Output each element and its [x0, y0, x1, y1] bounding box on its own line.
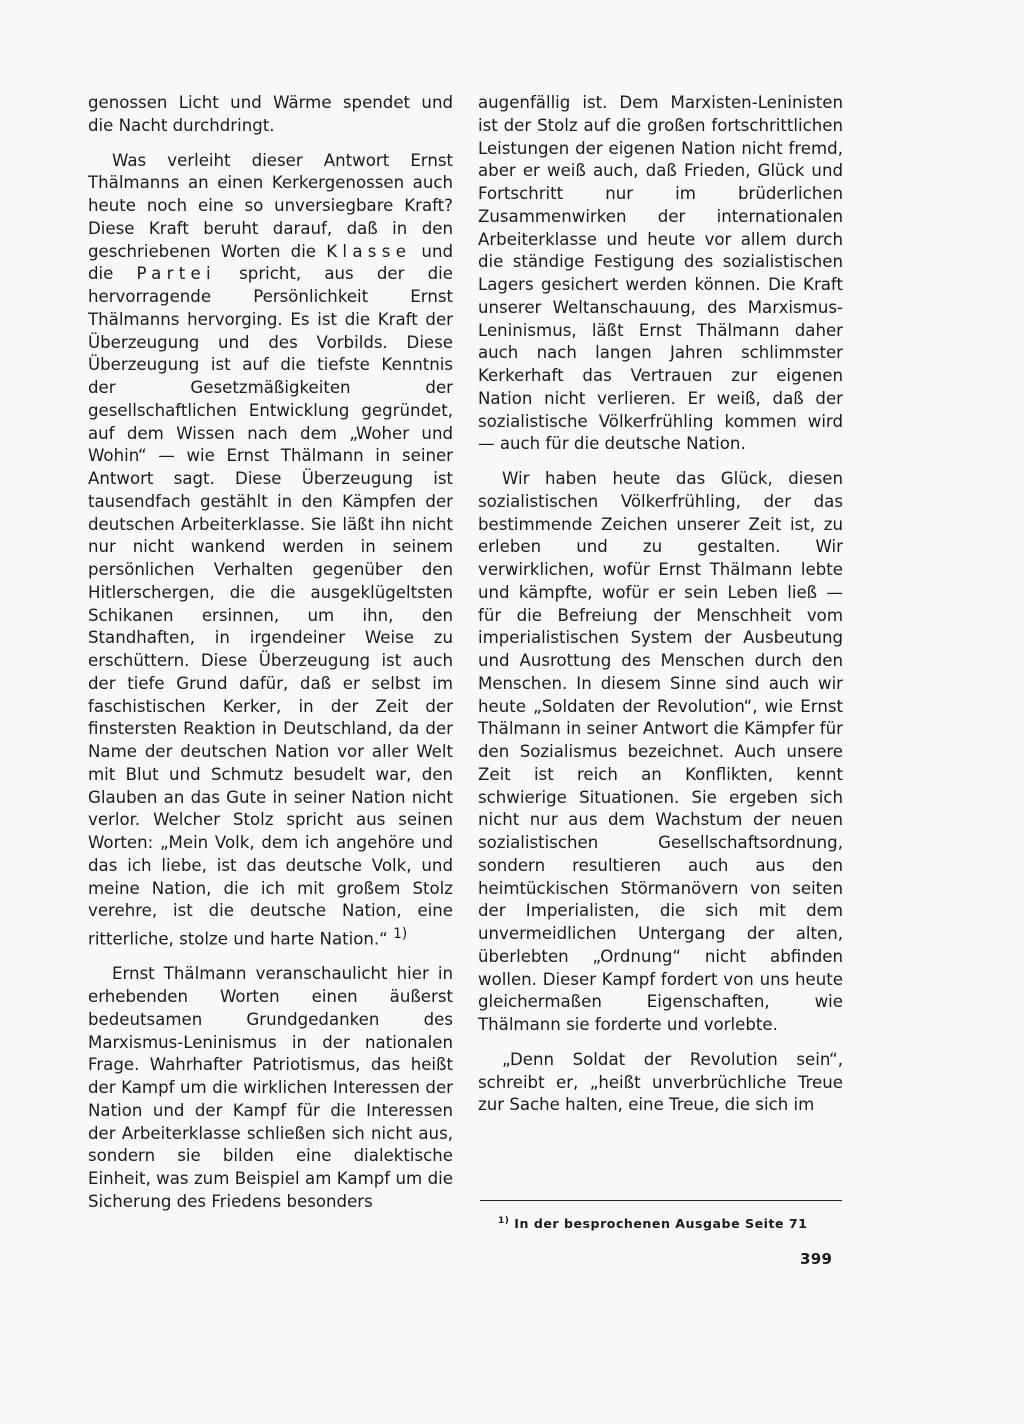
paragraph-continuation: genossen Licht und Wärme spendet und die Nacht durchdringt.: [88, 93, 453, 135]
right-text-column: [478, 92, 843, 1117]
paragraph-text: Was verleiht dieser Antwort Ernst Thälmanns an einen Kerkergenossen auch heute noch eine so unversiegbare Kraft? Diese Kraft beruht darauf, daß in den geschriebenen Worten die: [88, 150, 453, 261]
emphasis-partei: Partei: [136, 264, 216, 284]
left-text-column: [88, 92, 453, 1214]
emphasis-klasse: Klasse: [326, 241, 412, 261]
paragraph-soldat: „Denn Soldat der Revolution sein“, schreibt er, „heißt unverbrüchliche Treue zur Sache halten, eine Treue, die sich im: [478, 1049, 843, 1115]
paragraph-kraft: [88, 150, 453, 952]
footnote-reference: 1): [393, 926, 408, 942]
paragraph-voelkerfruehling: Wir haben heute das Glück, diesen sozialistischen Völkerfrühling, der das bestimmende Zeichen unserer Zeit ist, zu erleben und zu gestalten. Wir verwirklichen, wofür Ernst Thälmann lebte und kämpfte, wofür er sein Leben ließ — für die Befreiung der Menschheit vom imperialistischen System der Ausbeutung und Ausrottung des Menschen durch den Menschen. In diesem Sinne sind auch wir heute „Soldaten der Revolution“, wie Ernst Thälmann in seiner Antwort die Kämpfer für den Sozialismus bezeichnet. Auch unsere Zeit ist reich an Konflikten, kennt schwierige Situationen. Sie ergeben sich nicht nur aus dem Wachstum der neuen sozialistischen Gesellschaftsordnung, sondern resultieren auch aus den heimtückischen Störmanövern von seiten der Imperialisten, die sich mit dem unvermeidlichen Untergang der alten, überlebten „Ordnung“ nicht abfinden wollen. Dieser Kampf fordert von uns heute gleichermaßen Eigenschaften, wie Thälmann sie forderte und vorlebte.: [478, 469, 843, 1034]
footnote: [498, 1216, 807, 1231]
footnote-text: In der besprochenen Ausgabe Seite 71: [514, 1216, 808, 1232]
paragraph-text: und die: [88, 241, 453, 284]
paragraph-continuation: augenfällig ist. Dem Marxisten-Leninisten ist der Stolz auf die großen fortschrittlichen Leistungen der eigenen Nation nicht fremd, aber er weiß auch, daß Frieden, Glück und Fortschritt nur im brüderlichen Zusammenwirken der internationalen Arbeiterklasse und heute vor allem durch die ständige Festigung des sozialistischen Lagers gesichert werden können. Die Kraft unserer Weltanschauung, des Marxismus-Leninismus, läßt Ernst Thälmann daher auch nach langen Jahren schlimmster Kerkerhaft das Vertrauen zur eigenen Nation nicht verlieren. Er weiß, daß der sozialistische Völkerfrühling kommen wird — auch für die deutsche Nation.: [478, 93, 843, 454]
paragraph-patriotismus: Ernst Thälmann veranschaulicht hier in erhebenden Worten einen äußerst bedeutsamen Grundgedanken des Marxismus-Leninismus in der nationalen Frage. Wahrhafter Patriotismus, das heißt der Kampf um die wirklichen Interessen der Nation und der Kampf für die Interessen der Arbeiterklasse schließen sich nicht aus, sondern sie bilden eine dialektische Einheit, was zum Beispiel am Kampf um die Sicherung des Friedens besonders: [88, 964, 453, 1211]
footnote-divider: [480, 1200, 842, 1201]
paragraph-text: spricht, aus der die hervorragende Persönlichkeit Ernst Thälmanns hervorging. Es ist die Kraft der Überzeugung und des Vorbilds. Diese Überzeugung ist auf die tiefste Kenntnis der Gesetzmäßigkeiten der gesellschaftlichen Entwicklung gegründet, auf dem Wissen nach dem „Woher und Wohin“ — wie Ernst Thälmann in seiner Antwort sagt. Diese Überzeugung ist tausendfach gestählt in den Kämpfen der deutschen Arbeiterklasse. Sie läßt ihn nicht nur nicht wankend werden in seinem persönlichen Verhalten gegenüber den Hitlerschergen, die die ausgeklügeltsten Schikanen ersinnen, um ihn, den Standhaften, in irgendeiner Weise zu erschüttern. Diese Überzeugung ist auch der tiefe Grund dafür, daß er selbst im faschistischen Kerker, in der Zeit der finstersten Reaktion in Deutschland, da der Name der deutschen Nation vor aller Welt mit Blut und Schmutz besudelt war, den Glauben an das Gute in seiner Nation nicht verlor. Welcher Stolz spricht aus seinen Worten: „Mein Volk, dem ich angehöre und das ich liebe, ist das deutsche Volk, und meine Nation, die ich mit großem Stolz verehre, ist die deutsche Nation, eine ritterliche, stolze und harte Nation.“: [88, 264, 453, 949]
page-number: 399: [800, 1250, 833, 1268]
footnote-marker: 1): [498, 1216, 510, 1226]
